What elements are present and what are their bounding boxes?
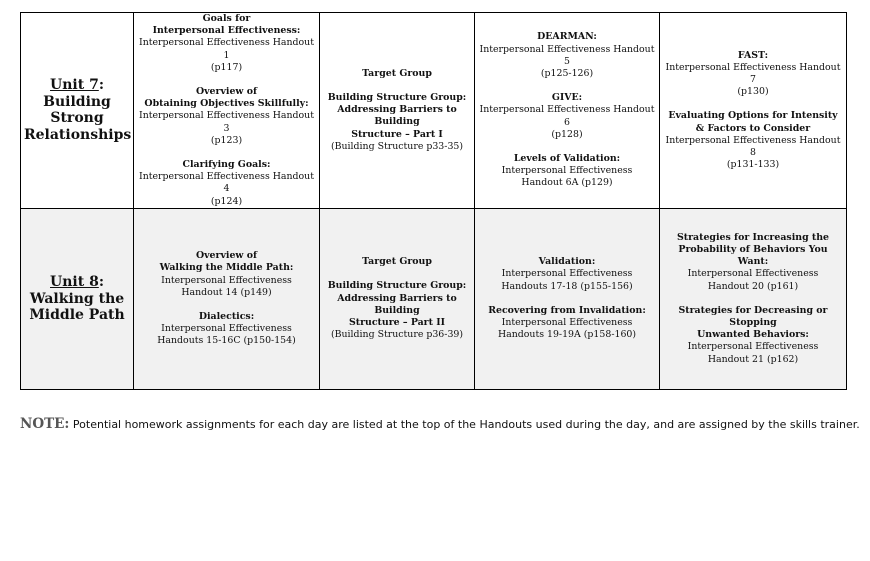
group-title: Building Structure Group: <box>327 280 467 292</box>
topic-title: Validation: <box>538 256 596 268</box>
topic-title: GIVE: <box>551 92 583 104</box>
handout-page: Handouts 17-18 (p155-156) <box>501 280 633 292</box>
handout-page: Handout 20 (p161) <box>707 280 799 292</box>
topic-title: Goals for <box>202 13 251 24</box>
unit-number: Unit 7 <box>50 77 99 94</box>
group-title: Structure – Part II <box>348 317 445 329</box>
unit-title-line: Middle Path <box>29 307 125 324</box>
handout-ref: Interpersonal Effectiveness <box>687 341 819 353</box>
group-title: Building Structure Group: <box>327 92 467 104</box>
handout-ref: Interpersonal Effectiveness <box>501 165 633 177</box>
topic-title: Levels of Validation: <box>513 152 621 164</box>
target-group-title: Target Group <box>362 256 432 268</box>
unit-7-row <box>21 13 847 209</box>
handout-ref: Interpersonal Effectiveness <box>687 268 819 280</box>
unit-number: Unit 8 <box>50 274 99 291</box>
handout-page: Handouts 15-16C (p150-154) <box>157 335 296 347</box>
handout-page: Handout 21 (p162) <box>707 353 799 365</box>
colon: : <box>98 274 104 291</box>
colon: : <box>98 77 104 94</box>
topic-title: Overview of <box>195 86 258 98</box>
unit-8-day1-cell <box>134 208 320 389</box>
handout-ref: Interpersonal Effectiveness Handout 8 <box>665 134 841 158</box>
handout-page: (p124) <box>210 195 243 207</box>
handout-ref: Interpersonal Effectiveness Handout 4 <box>139 171 314 195</box>
handout-page: (p128) <box>551 128 583 140</box>
topic-title: Unwanted Behaviors: <box>697 329 809 341</box>
topic-title: Walking the Middle Path: <box>159 262 294 274</box>
unit-title-line: Walking the <box>29 290 125 307</box>
handout-ref: Interpersonal Effectiveness Handout 5 <box>479 43 655 67</box>
unit-8-row <box>21 208 847 389</box>
unit-7-target-group-cell <box>320 13 475 209</box>
unit-7-title-cell <box>21 13 134 209</box>
group-title: Structure – Part I <box>351 128 443 140</box>
topic-title: Obtaining Objectives Skillfully: <box>144 98 309 110</box>
handout-ref: Interpersonal Effectiveness <box>501 268 633 280</box>
unit-8-title-cell <box>21 208 134 389</box>
topic-title: Interpersonal Effectiveness: <box>152 25 301 37</box>
group-title: Addressing Barriers to Building <box>337 292 457 316</box>
unit-7-day1-cell <box>134 13 320 209</box>
topic-title: Evaluating Options for Intensity <box>668 110 838 122</box>
unit-7-day2-cell <box>475 13 660 209</box>
unit-7-day3-cell <box>660 13 847 209</box>
homework-note <box>20 416 860 432</box>
handout-ref: Interpersonal Effectiveness Handout 1 <box>139 37 314 61</box>
handout-page: Handouts 19-19A (p158-160) <box>497 329 637 341</box>
group-ref: (Building Structure p33-35) <box>330 140 464 152</box>
topic-title: DEARMAN: <box>537 31 597 43</box>
unit-8-day3-cell <box>660 208 847 389</box>
handout-ref: Interpersonal Effectiveness Handout 3 <box>139 110 314 134</box>
handout-page: (p130) <box>737 86 769 98</box>
handout-ref: Interpersonal Effectiveness <box>161 274 292 286</box>
target-group-title: Target Group <box>362 67 432 79</box>
topic-title: Strategies for Increasing the <box>677 231 829 243</box>
handout-ref: Interpersonal Effectiveness <box>161 323 292 335</box>
handout-page: (p117) <box>210 61 243 73</box>
handout-ref: Interpersonal Effectiveness Handout 6 <box>479 104 655 128</box>
topic-title: Overview of <box>195 250 258 262</box>
topic-title: Strategies for Decreasing or Stopping <box>678 304 828 329</box>
handout-ref: Interpersonal Effectiveness Handout 7 <box>665 61 841 85</box>
handout-page: (p131-133) <box>726 159 780 171</box>
unit-title-line: Building Strong <box>43 93 111 127</box>
handout-page: (p123) <box>210 134 243 146</box>
handout-page: Handout 14 (p149) <box>181 286 272 298</box>
note-label: NOTE: <box>20 416 70 432</box>
topic-title: Clarifying Goals: <box>182 159 271 171</box>
topic-title: & Factors to Consider <box>695 122 811 134</box>
handout-ref: Interpersonal Effectiveness <box>501 317 633 329</box>
topic-title: Recovering from Invalidation: <box>488 304 646 316</box>
topic-title: Dialectics: <box>198 310 255 322</box>
group-title: Addressing Barriers to Building <box>337 104 457 128</box>
handout-page: Handout 6A (p129) <box>521 177 613 189</box>
group-ref: (Building Structure p36-39) <box>330 329 464 341</box>
note-text: Potential homework assignments for each day are listed at the top of the Handouts used during the day, and are assigned by the skills trainer. <box>72 418 860 431</box>
unit-title-line: Relationships <box>24 126 132 143</box>
unit-8-target-group-cell <box>320 208 475 389</box>
topic-title: Probability of Behaviors You Want: <box>678 244 828 268</box>
handout-page: (p125-126) <box>540 67 594 79</box>
topic-title: FAST: <box>737 49 769 61</box>
unit-8-day2-cell <box>475 208 660 389</box>
schedule-table <box>20 12 847 390</box>
